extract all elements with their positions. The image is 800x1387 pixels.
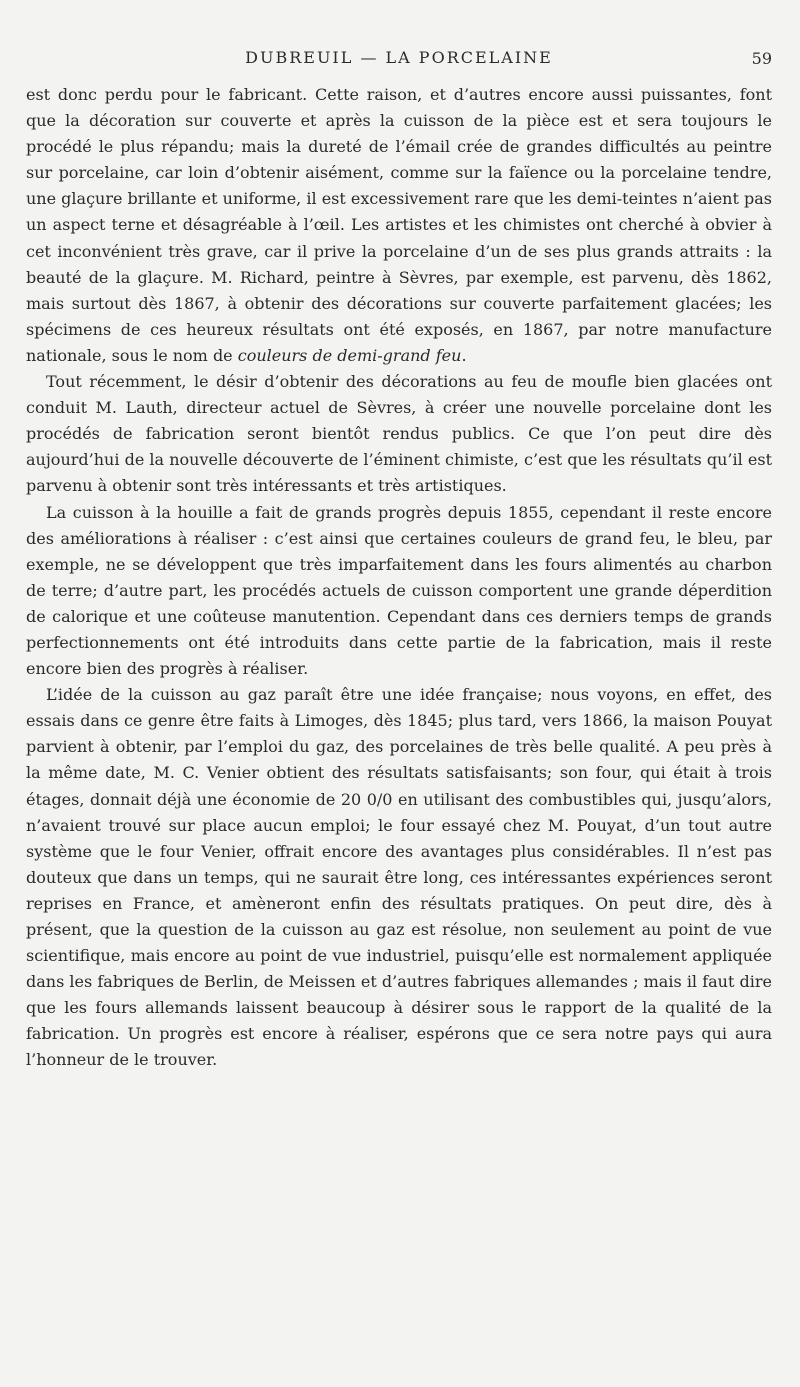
paragraph-1-italic-term: couleurs de demi-grand feu — [237, 345, 462, 365]
running-head — [26, 0, 772, 82]
paragraph-1 — [26, 82, 772, 369]
page-number: 59 — [751, 49, 772, 68]
body-text — [26, 82, 772, 1074]
running-title: DUBREUIL — LA PORCELAINE — [245, 48, 553, 67]
paragraph-4: L’idée de la cuisson au gaz paraît être une idée française; nous voyons, en effet, des essais dans ce genre être faits à Limoges, dès 1845; plus tard, vers 1866, la maison Pouyat parvient à obtenir, par l’emploi du gaz, des porcelaines de très belle qualité. A peu près à la même date, M. C. Venier obtient des résultats satisfaisants; son four, qui était à trois étages, donnait déjà une économie de 20 0/0 en utilisant des combustibles qui, jusqu’alors, n’avaient trouvé sur place aucun emploi; le four essayé chez M. Pouyat, d’un tout autre système que le four Venier, offrait encore des avantages plus considérables. Il n’est pas douteux que dans un temps, qui ne saurait être long, ces intéressantes expériences seront reprises en France, et amèneront enfin des résultats pratiques. On peut dire, dès à présent, que la question de la cuisson au gaz est résolue, non seulement au point de vue scientifique, mais encore au point de vue industriel, puisqu’elle est normalement appliquée dans les fabriques de Berlin, de Meissen et d’autres fabriques allemandes ; mais il faut dire que les fours allemands laissent beaucoup à désirer sous le rapport de la qualité de la fabrication. Un progrès est encore à réaliser, espérons que ce sera notre pays qui aura l’honneur de le trouver. — [26, 685, 772, 1070]
paragraph-1-end: . — [461, 345, 467, 365]
paragraph-2: Tout récemment, le désir d’obtenir des décorations au feu de moufle bien glacées ont conduit M. Lauth, directeur actuel de Sèvres, à créer une nouvelle porcelaine dont les procédés de fabrication seront bientôt rendus publics. Ce que l’on peut dire dès aujourd’hui de la nouvelle découverte de l’éminent chimiste, c’est que les résultats qu’il est parvenu à obtenir sont très intéressants et très artistiques. — [26, 372, 772, 496]
paragraph-3: La cuisson à la houille a fait de grands progrès depuis 1855, cependant il reste encore des améliorations à réaliser : c’est ainsi que certaines couleurs de grand feu, le bleu, par exemple, ne se développent que très imparfaitement dans les fours alimentés au charbon de terre; d’autre part, les procédés actuels de cuisson comportent une grande déperdition de calorique et une coûteuse manutention. Cependant dans ces derniers temps de grands perfectionnements ont été introduits dans cette partie de la fabrication, mais il reste encore bien des progrès à réaliser. — [26, 502, 772, 679]
paragraph-1-text: est donc perdu pour le fabricant. Cette raison, et d’autres encore aussi puissantes, font que la décoration sur couverte et après la cuisson de la pièce est et sera toujours le procédé le plus répandu; mais la dureté de l’émail crée de grandes difficultés au peintre sur porcelaine, car loin d’obtenir aisément, comme sur la faïence ou la porcelaine tendre, une glaçure brillante et uniforme, il est excessivement rare que les demi-teintes n’aient pas un aspect terne et désagréable à l’œil. Les artistes et les chimistes ont cherché à obvier à cet inconvénient très grave, car il prive la porcelaine d’un de ses plus grands attraits : la beauté de la glaçure. M. Richard, peintre à Sèvres, par exemple, est parvenu, dès 1862, mais surtout dès 1867, à obtenir des décorations sur couverte parfaitement glacées; les spécimens de ces heureux résultats ont été exposés, en 1867, par notre manufacture nationale, sous le nom de — [26, 85, 772, 365]
